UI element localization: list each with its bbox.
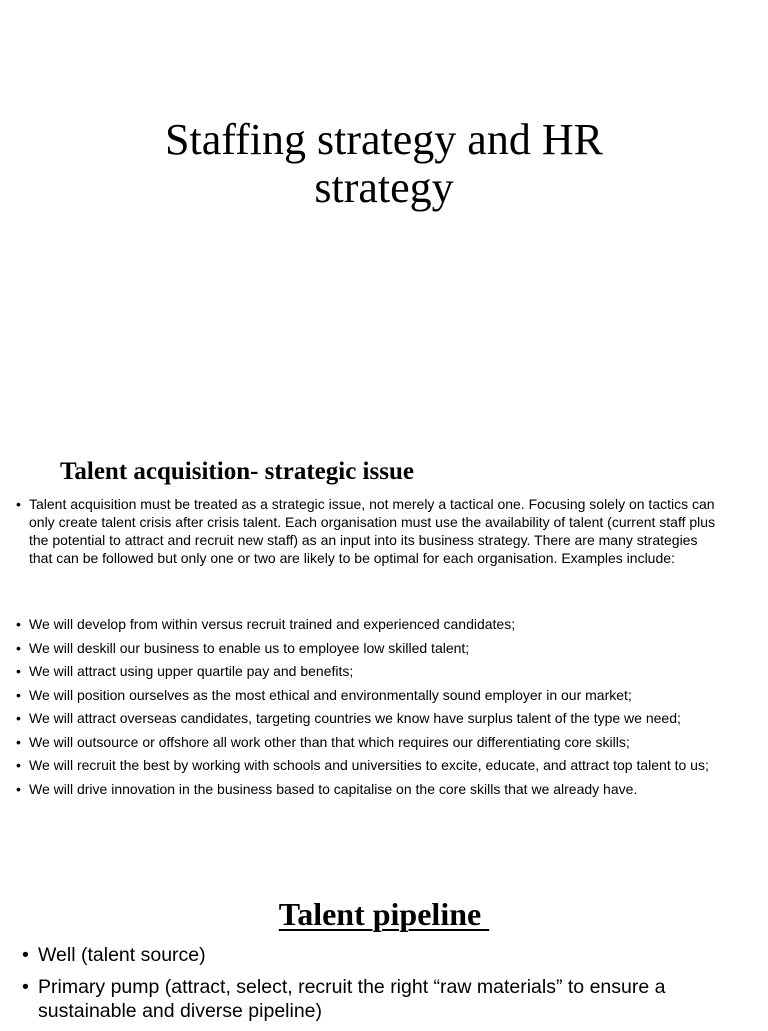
section-heading: Talent acquisition- strategic issue [60,458,414,485]
page-title [0,116,768,212]
section-heading [0,894,768,934]
list-item: • We will deskill our business to enable us to employee low skilled talent; [16,639,716,657]
list-item: • We will drive innovation in the business based to capitalise on the core skills that we already have. [16,780,716,798]
list-item: • We will recruit the best by working with schools and universities to excite, educate, and attract top talent to us; [16,756,716,774]
list-item: • We will outsource or offshore all work other than that which requires our differentiating core skills; [16,733,716,751]
title-line-2: strategy [314,163,454,212]
list-item: • We will attract overseas candidates, targeting countries we know have surplus talent of the type we need; [16,709,716,727]
slide-talent-pipeline [0,880,768,1024]
list-item: • We will develop from within versus recruit trained and experienced candidates; [16,615,716,633]
section-heading-text: Talent pipeline [278,896,490,932]
intro-bullet: • Talent acquisition must be treated as a strategic issue, not merely a tactical one. Focusing solely on tactics can only create talent crisis after crisis talent. Each organisation must use the availability of talent (current staff plus the potential to attract and recruit new staff) as an input into its business strategy. There are many strategies that can be followed but only one or two are likely to be optimal for each organisation. Examples include: [16,495,716,567]
list-item: • Well (talent source) [22,943,742,967]
examples-list [16,615,716,803]
slide-talent-acquisition [0,440,768,880]
slide-title [0,0,768,440]
intro-list [16,495,716,573]
list-item: • Primary pump (attract, select, recruit the right “raw materials” to ensure a sustainable and diverse pipeline) [22,975,742,1023]
list-item: • We will position ourselves as the most ethical and environmentally sound employer in our market; [16,686,716,704]
list-item: • We will attract using upper quartile pay and benefits; [16,662,716,680]
pipeline-list [22,943,742,1031]
title-line-1: Staffing strategy and HR [165,115,603,164]
